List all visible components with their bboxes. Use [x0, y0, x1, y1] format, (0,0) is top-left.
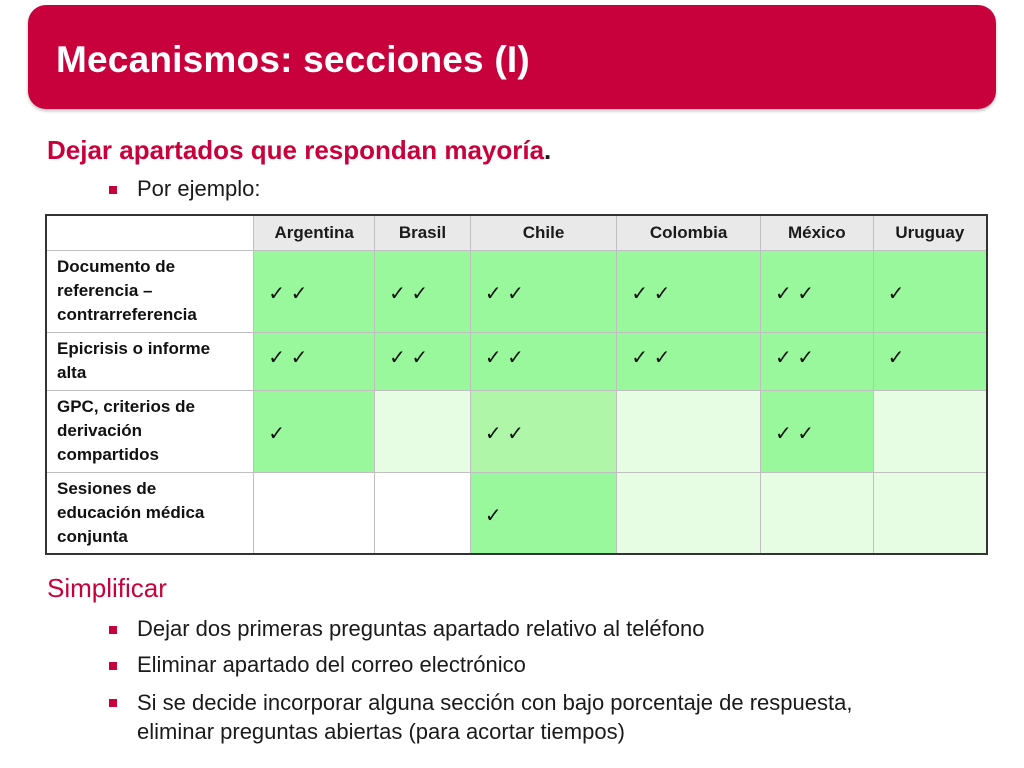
table-corner-cell: [46, 215, 254, 250]
bullet-correo: [109, 652, 526, 678]
table-row: [46, 332, 987, 390]
bullet-text: Por ejemplo:: [137, 176, 261, 201]
cell-check-mexico: ✓ ✓: [760, 390, 873, 472]
cell-check-uruguay: [873, 390, 987, 472]
cell-check-chile: ✓ ✓: [470, 332, 616, 390]
cell-check-brasil: ✓ ✓: [375, 332, 471, 390]
cell-check-argentina: [254, 472, 375, 554]
bullet-preguntas-abiertas: [109, 688, 869, 746]
bullet-text: Dejar dos primeras preguntas apartado relativo al teléfono: [137, 616, 705, 641]
square-bullet-icon: [109, 626, 117, 634]
cell-check-brasil: [375, 390, 471, 472]
bullet-text: Si se decide incorporar alguna sección con bajo porcentaje de respuesta, eliminar preguntas abiertas (para acortar tiempos): [137, 690, 853, 744]
cell-check-brasil: [375, 472, 471, 554]
cell-check-mexico: [760, 472, 873, 554]
cell-check-colombia: ✓ ✓: [617, 250, 761, 332]
section-heading-text: Dejar apartados que respondan mayoría: [47, 135, 545, 165]
cell-check-uruguay: [873, 472, 987, 554]
cell-check-brasil: ✓ ✓: [375, 250, 471, 332]
cell-check-mexico: ✓ ✓: [760, 250, 873, 332]
row-label-sesiones: Sesiones de educación médica conjunta: [46, 472, 254, 554]
bullet-por-ejemplo: [109, 176, 261, 202]
section-heading-period: .: [544, 135, 552, 165]
table-row: [46, 390, 987, 472]
table-row: [46, 250, 987, 332]
section-heading-simplificar: Simplificar: [47, 573, 167, 603]
cell-check-argentina: ✓ ✓: [254, 332, 375, 390]
slide-title: Mecanismos: secciones (I): [56, 39, 530, 80]
col-header-brasil: Brasil: [375, 215, 471, 250]
cell-check-uruguay: ✓: [873, 332, 987, 390]
table-row: [46, 472, 987, 554]
col-header-uruguay: Uruguay: [873, 215, 987, 250]
cell-check-uruguay: ✓: [873, 250, 987, 332]
cell-check-chile: ✓: [470, 472, 616, 554]
square-bullet-icon: [109, 699, 117, 707]
section-heading-apartados: [47, 135, 551, 166]
bullet-text: Eliminar apartado del correo electrónico: [137, 652, 526, 677]
cell-check-argentina: ✓: [254, 390, 375, 472]
cell-check-mexico: ✓ ✓: [760, 332, 873, 390]
table-header-row: [46, 215, 987, 250]
col-header-mexico: México: [760, 215, 873, 250]
col-header-argentina: Argentina: [254, 215, 375, 250]
cell-check-colombia: [617, 472, 761, 554]
row-label-epicrisis: Epicrisis o informe alta: [46, 332, 254, 390]
col-header-colombia: Colombia: [617, 215, 761, 250]
col-header-chile: Chile: [470, 215, 616, 250]
cell-check-chile: ✓ ✓: [470, 390, 616, 472]
title-banner: [28, 5, 996, 109]
cell-check-chile: ✓ ✓: [470, 250, 616, 332]
bullet-telefono: [109, 616, 704, 642]
row-label-documento: Documento de referencia – contrarreferencia: [46, 250, 254, 332]
cell-check-colombia: ✓ ✓: [617, 332, 761, 390]
cell-check-argentina: ✓ ✓: [254, 250, 375, 332]
cell-check-colombia: [617, 390, 761, 472]
square-bullet-icon: [109, 662, 117, 670]
row-label-gpc: GPC, criterios de derivación compartidos: [46, 390, 254, 472]
country-sections-table: [45, 214, 988, 555]
square-bullet-icon: [109, 186, 117, 194]
